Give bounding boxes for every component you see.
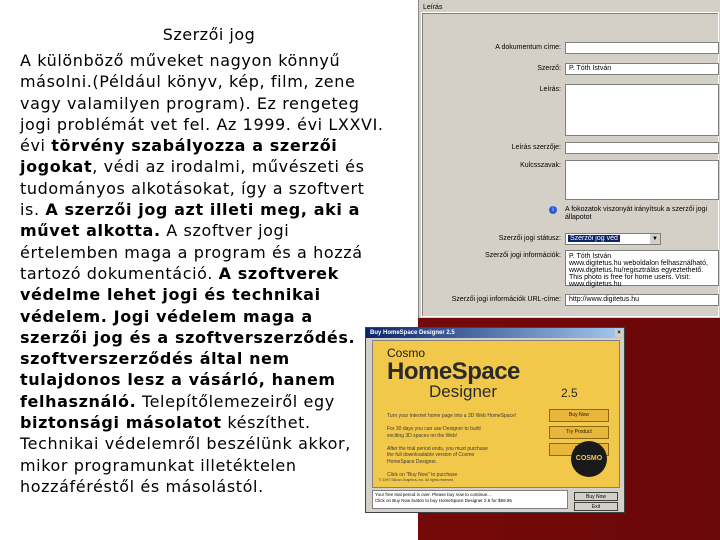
title-field[interactable] [565, 42, 719, 54]
installer-footer: © 1997 Silicon Graphics, Inc. All rights reserved. [379, 478, 454, 482]
info-note: A fokozatok viszonyát irányítsuk a szerzői jogi állapotot [565, 206, 708, 221]
notice-line: This photo is free for home users. Visit: [569, 274, 691, 281]
notice-line: P. Tóth István [569, 253, 612, 260]
properties-dialog-screenshot [418, 0, 720, 318]
field-label: Szerzői jogi információk URL-címe: [451, 296, 561, 303]
installer-title: Buy HomeSpace Designer 2.5 [370, 330, 455, 336]
product-name: HomeSpace [387, 358, 520, 385]
copyright-url-field[interactable]: http://www.digitetus.hu [565, 294, 719, 306]
body-run-bold: A szerzői jog azt illeti meg, aki a művet alkotta. [20, 200, 360, 241]
body-run: A különböző műveket nagyon könnyű másolni.(Például könyv, kép, film, zene vagy valamilyen program). Ez rengeteg jogi problémát vet fel. Az 1999. évi LXXVI. évi [20, 51, 384, 156]
slide-body [20, 50, 420, 497]
installer-log [372, 490, 568, 509]
field-label: Szerzői jogi információk: [485, 252, 561, 259]
body-run: Telepítőlemezeiről egy [141, 391, 335, 411]
product-subname: Designer [429, 382, 498, 401]
body-run: készíthet. Technikai védelemről beszélünk akkor, mikor programunkat illetéktelen hozzáféréstől és másolástól. [20, 413, 351, 496]
body-run: , védi az irodalmi, művészeti és tudományos alkotásokat, így a szoftvert is. [20, 157, 365, 220]
copyright-status-value: Szerzői jog véd [570, 235, 618, 242]
slide-title: Szerzői jog [162, 25, 256, 44]
field-row-keywords [419, 160, 720, 174]
field-row-description-author [419, 142, 720, 156]
field-label: A dokumentum címe: [495, 44, 561, 51]
info-icon: i [549, 206, 557, 214]
description-author-field[interactable] [565, 142, 719, 154]
notice-line: www.digitetus.hu [569, 281, 622, 288]
installer-blurb: Turn your Internet home page into a 3D Web HomeSpace! For 30 days you can use Designer to build exciting 3D spaces on the Web! After the trial period ends, you must purchase the full downloadable version of Cosmo HomeSpace Designer. Click on "Buy Now" to purchase [387, 413, 517, 478]
notice-line: www.digitetus.hu/regisztrálás egyeztethető. [569, 267, 704, 274]
field-label: Szerzői jogi státusz: [498, 235, 561, 242]
notice-line: www.digitetus.hu weboldalon felhasználható, [569, 260, 708, 267]
field-row-author [419, 63, 720, 77]
field-label: Kulcsszavak: [520, 162, 561, 169]
installer-window-screenshot [365, 327, 625, 513]
body-run-bold: A szoftverek védelme lehet jogi és technikai védelem. Jogi védelem maga a szerzői jog és a szoftverszerződés. szoftverszerződés által nem tulajdonos lesz a vásárló, hanem felhasználó. [20, 263, 356, 411]
frame-label: Leírás [423, 4, 443, 11]
brand-name: Cosmo [387, 346, 426, 360]
info-note-row [419, 206, 720, 220]
copyright-status-row [419, 233, 720, 247]
field-label: Leírás: [539, 86, 561, 93]
copyright-notice-textarea[interactable] [565, 250, 719, 286]
installer-titlebar [366, 328, 624, 338]
log-line: Your free trial period is over. Please buy now to continue... [375, 492, 491, 497]
copyright-url-row [419, 294, 720, 308]
description-field[interactable] [565, 84, 719, 136]
body-run-bold: biztonsági másolatot [20, 413, 222, 433]
body-run-bold: törvény szabályozza a szerzői jogokat [20, 136, 338, 177]
copyright-notice-row [419, 250, 720, 288]
author-field[interactable]: P. Tóth István [565, 63, 719, 75]
keywords-field[interactable] [565, 160, 719, 200]
field-row-title [419, 42, 720, 56]
installer-splash [372, 340, 620, 488]
body-run: A szoftver jogi értelemben maga a program és a hozzá tartozó dokumentáció. [20, 221, 363, 283]
cosmo-logo: COSMO [571, 441, 607, 477]
try-product-button[interactable]: Try Product [549, 426, 609, 439]
chevron-down-icon[interactable]: ▼ [650, 234, 660, 244]
field-label: Szerző: [537, 65, 561, 72]
close-icon[interactable]: × [615, 329, 623, 337]
log-buy-now-button[interactable]: Buy Now [574, 492, 618, 501]
field-row-description [419, 84, 720, 98]
log-exit-button[interactable]: Exit [574, 502, 618, 511]
field-label: Leírás szerzője: [511, 144, 561, 151]
log-line: Click on Buy Now button to buy HomeSpace Designer 2.5 for $69.95 [375, 498, 512, 503]
buy-now-button[interactable]: Buy Now [549, 409, 609, 422]
copyright-status-select[interactable] [565, 233, 661, 245]
product-version: 2.5 [561, 386, 578, 400]
